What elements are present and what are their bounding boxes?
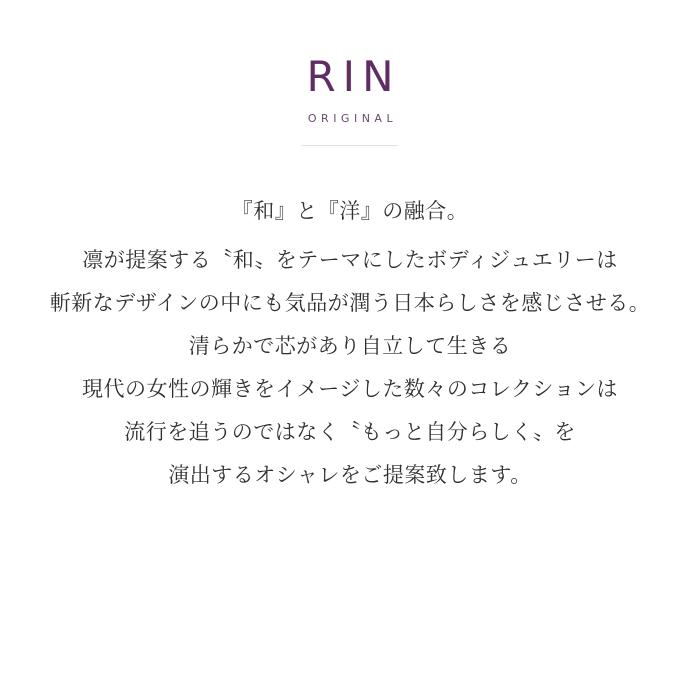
body-line-3: 清らかで芯があり自立して生きる	[188, 334, 512, 359]
body-line-5: 流行を追うのではなく〝もっと自分らしく〟を	[124, 420, 576, 445]
brand-name: RIN	[306, 52, 401, 101]
body-line-1: 凛が提案する〝和〟をテーマにしたボディジュエリーは	[82, 248, 618, 273]
body-copy	[20, 190, 680, 497]
brand-logo	[300, 52, 401, 125]
brand-subtitle: ORIGINAL	[307, 112, 398, 125]
body-line-2: 斬新なデザインの中にも気品が潤う日本らしさを感じさせる。	[49, 291, 651, 316]
lead-line: 『和』と『洋』の融合。	[231, 199, 469, 223]
body-line-6: 演出するオシャレをご提案致します。	[168, 463, 532, 488]
body-line-4: 現代の女性の輝きをイメージした数々のコレクションは	[81, 377, 619, 402]
divider	[302, 145, 398, 146]
